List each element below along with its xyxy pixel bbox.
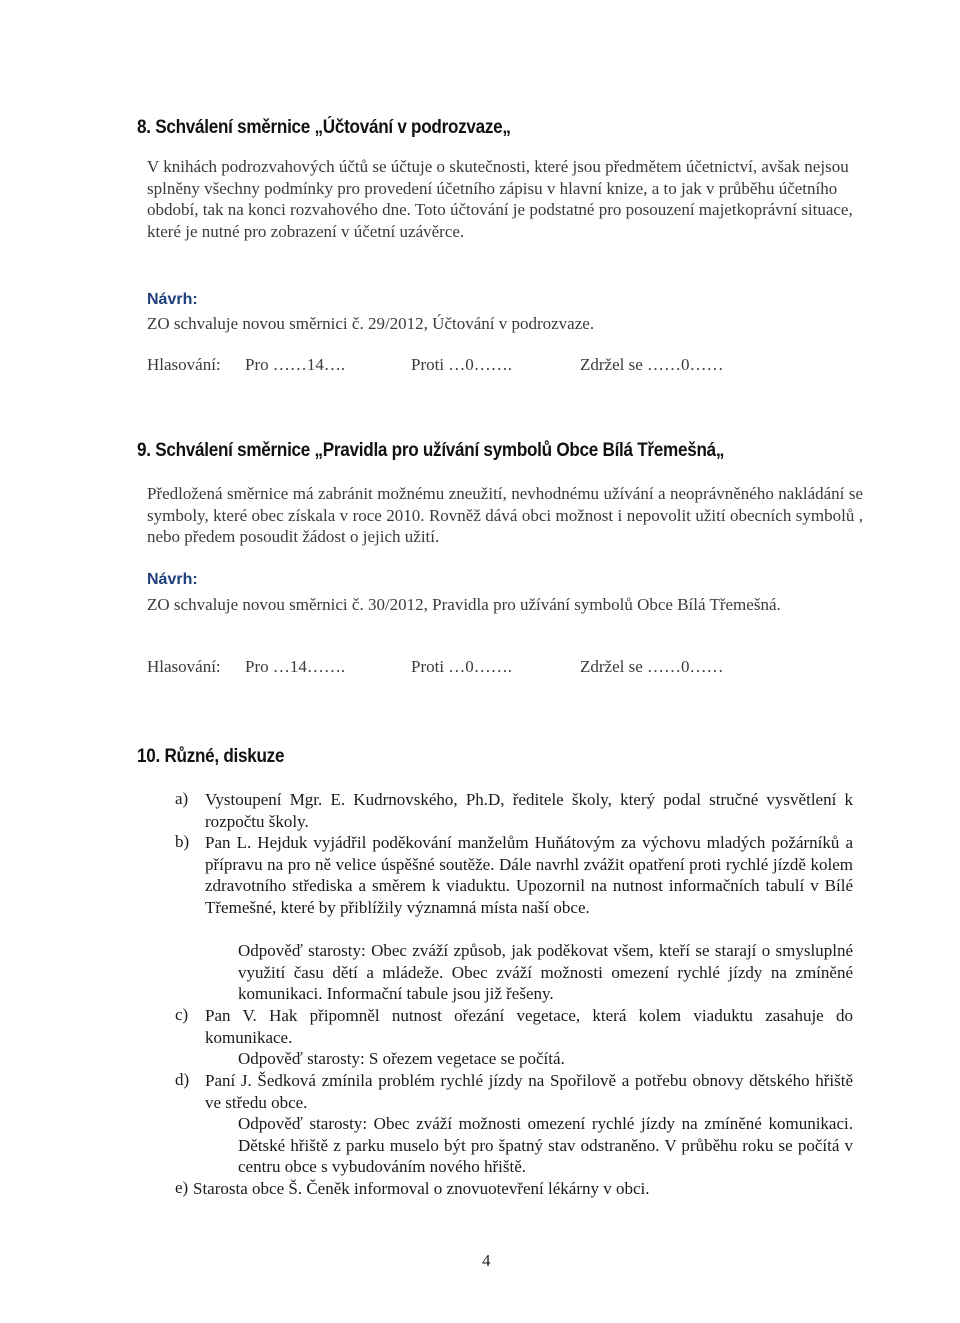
section-8-vote: [147, 355, 863, 377]
item-d-label: d): [175, 1070, 190, 1089]
item-c-text: Pan V. Hak připomněl nutnost ořezání vegetace, která kolem viaduktu zasahuje do komunikace.: [205, 1006, 853, 1047]
section-9-navrh-label: Návrh:: [147, 571, 198, 588]
vote-pro: Pro ……14….: [245, 355, 346, 374]
item-c-label: c): [175, 1005, 189, 1024]
section-9-navrh-text: ZO schvaluje novou směrnici č. 30/2012, Pravidla pro užívání symbolů Obce Bílá Třemešná.: [147, 595, 781, 614]
item-b-label: b): [175, 832, 190, 851]
vote-zdrzel: Zdržel se ……0……: [580, 355, 724, 374]
item-e-label: e): [175, 1178, 189, 1197]
vote-zdrzel: Zdržel se ……0……: [580, 657, 724, 676]
vote-label: Hlasování:: [147, 657, 221, 676]
item-a-text: Vystoupení Mgr. E. Kudrnovského, Ph.D, ředitele školy, který podal stručné vysvětlení k rozpočtu školy.: [205, 790, 853, 831]
item-b-reply: Odpověď starosty: Obec zváží způsob, jak poděkovat všem, kteří se starají o smysluplné využití času dětí a mládeže. Obec zváží možnosti omezení rychlé jízdy na zmíněné komunikaci. Informační tabule jsou již řešeny.: [238, 941, 853, 1003]
item-d-reply: Odpověď starosty: Obec zváží možnosti omezení rychlé jízdy na zmíněné komunikaci. Dětské hřiště z parku muselo být pro špatný stav odstraněno. V průběhu roku se počítá v centru obce s vybudováním nového hřiště.: [238, 1114, 853, 1176]
section-8-navrh-text: ZO schvaluje novou směrnici č. 29/2012, Účtování v podrozvaze.: [147, 314, 595, 333]
vote-proti: Proti …0…….: [411, 657, 513, 676]
vote-proti: Proti …0…….: [411, 355, 513, 374]
section-9-vote: [147, 657, 863, 679]
item-e-text: Starosta obce Š. Čeněk informoval o znovuotevření lékárny v obci.: [193, 1179, 650, 1198]
section-8-paragraph: V knihách podrozvahových účtů se účtuje o skutečnosti, které jsou předmětem účetnictví, avšak nejsou splněny všechny podmínky pro provedení účetního zápisu v hlavní knize, a to jak v průběhu účetního období, tak na konci rozvahového dne. Toto účtování je podstatné pro posouzení majetkoprávní situace, které je nutné pro zobrazení v účetní uzávěrce.: [147, 157, 853, 241]
section-8-navrh-label: Návrh:: [147, 291, 198, 308]
section-10-heading: 10. Různé, diskuze: [137, 746, 285, 767]
page-number: 4: [482, 1251, 491, 1270]
section-9-paragraph: Předložená směrnice má zabránit možnému zneužití, nevhodnému užívání a neoprávněného nakládání se symboly, které obec získala v roce 2010. Rovněž dává obci možnost i nepovolit užití obecních symbolů , nebo předem posoudit žádost o jejich užití.: [147, 484, 863, 546]
item-a-label: a): [175, 789, 189, 808]
vote-label: Hlasování:: [147, 355, 221, 374]
item-d-text: Paní J. Šedková zmínila problém rychlé jízdy na Spořilově a potřebu obnovy dětského hřiště ve středu obce.: [205, 1071, 853, 1112]
section-8-heading: 8. Schválení směrnice „Účtování v podrozvaze„: [137, 117, 511, 138]
item-b-text: Pan L. Hejduk vyjádřil poděkování manželům Huňátovým za výchovu mladých požárníků a přípravu na pro ně velice úspěšné soutěže. Dále navrhl zvážit opatření proti rychlé jízdě kolem zdravotního střediska a směrem k viaduktu. Upozornil na nutnost informačních tabulí v Bílé Třemešné, které by přiblížily významná místa naší obce.: [205, 833, 853, 917]
item-c-reply: Odpověď starosty: S ořezem vegetace se počítá.: [238, 1049, 565, 1068]
vote-pro: Pro …14…….: [245, 657, 346, 676]
section-9-heading: 9. Schválení směrnice „Pravidla pro užívání symbolů Obce Bílá Třemešná„: [137, 440, 725, 461]
